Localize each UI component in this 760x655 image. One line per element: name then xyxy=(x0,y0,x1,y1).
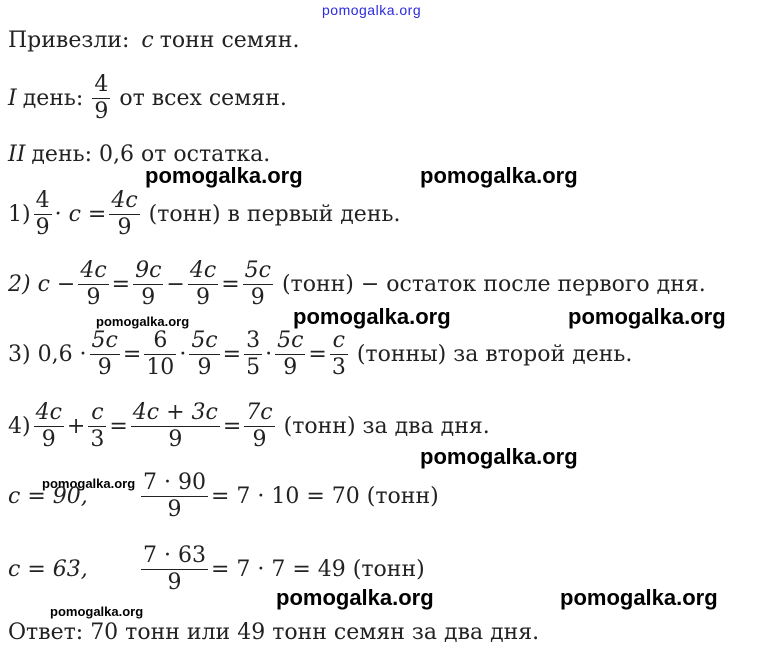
operator: = xyxy=(122,342,142,367)
given-day1 xyxy=(8,72,287,125)
operator: · xyxy=(265,342,273,367)
step-tail: (тонны) за второй день. xyxy=(356,342,633,367)
watermark: pomogalka.org xyxy=(96,314,190,329)
step-number: 3) 0,6 · xyxy=(8,342,87,367)
fraction: $\frac{4c}{9}$ xyxy=(80,258,107,310)
given-day2 xyxy=(8,142,270,167)
case-lhs: c = 90, xyxy=(8,484,88,509)
fraction: $\frac{c}{3}$ xyxy=(90,400,105,452)
fraction: $\frac{5c}{9}$ xyxy=(277,328,304,380)
step-2 xyxy=(8,258,706,311)
step-1 xyxy=(8,188,400,241)
step-number: 1) xyxy=(8,202,31,227)
answer xyxy=(8,620,539,645)
operator: · c = xyxy=(54,202,107,227)
watermark-top: pomogalka.org xyxy=(322,2,422,18)
step-tail: (тонн) − остаток после первого дня. xyxy=(281,272,706,297)
operator: = xyxy=(222,414,242,439)
fraction: $\frac{4c + 3c}{9}$ xyxy=(132,400,218,452)
step-number: 4) xyxy=(8,414,31,439)
brought-var: c xyxy=(141,28,154,53)
watermark: pomogalka.org xyxy=(560,585,718,610)
fraction: $\frac{4c}{9}$ xyxy=(111,188,138,240)
operator: · xyxy=(179,342,187,367)
day2-text: день: 0,6 от остатка. xyxy=(31,142,271,167)
brought-text: тонн семян. xyxy=(159,28,300,53)
watermark: pomogalka.org xyxy=(276,585,434,610)
day2-label: II xyxy=(8,142,26,167)
day1-text: день: xyxy=(22,86,84,111)
case-90 xyxy=(8,470,439,523)
watermark: pomogalka.org xyxy=(568,304,726,329)
step-tail: (тонн) за два дня. xyxy=(283,414,490,439)
operator: + xyxy=(66,414,86,439)
answer-text: Ответ: 70 тонн или 49 тонн семян за два дня. xyxy=(8,620,540,645)
operator: = xyxy=(109,414,128,439)
fraction: $\frac{3}{5}$ xyxy=(246,328,261,380)
day1-tail: от всех семян. xyxy=(119,86,287,111)
brought-label: Привезли: xyxy=(8,28,130,53)
operator: = xyxy=(308,342,327,367)
fraction: $\frac{7 \cdot 90}{9}$ xyxy=(143,470,206,522)
step-4 xyxy=(8,400,490,453)
day1-label: I xyxy=(8,86,17,111)
case-rhs: = 7 · 10 = 70 (тонн) xyxy=(210,484,439,509)
step-tail: (тонн) в первый день. xyxy=(148,202,401,227)
step-3 xyxy=(8,328,632,381)
fraction: $\frac{6}{10}$ xyxy=(146,328,175,380)
fraction: $\frac{7 \cdot 63}{9}$ xyxy=(143,543,206,595)
watermark: pomogalka.org xyxy=(420,444,578,469)
fraction: $\frac{4c}{9}$ xyxy=(189,258,217,310)
operator: = xyxy=(111,272,131,297)
step-number: 2) c − xyxy=(8,272,76,297)
fraction: $\frac{5c}{9}$ xyxy=(244,258,271,310)
fraction: $\frac{4}{9}$ xyxy=(35,188,50,240)
watermark: pomogalka.org xyxy=(293,304,451,329)
operator: = xyxy=(222,342,242,367)
operator: − xyxy=(166,272,185,297)
fraction: $\frac{9c}{9}$ xyxy=(135,258,162,310)
case-63 xyxy=(8,543,425,596)
watermark: pomogalka.org xyxy=(50,604,144,619)
day1-fraction: $\frac{4}{9}$ xyxy=(94,72,109,124)
watermark: pomogalka.org xyxy=(420,163,578,188)
fraction: $\frac{5c}{9}$ xyxy=(91,328,118,380)
given-brought xyxy=(8,28,299,53)
watermark: pomogalka.org xyxy=(145,163,303,188)
operator: = xyxy=(221,272,240,297)
case-lhs: c = 63, xyxy=(8,557,88,582)
case-rhs: = 7 · 7 = 49 (тонн) xyxy=(210,557,425,582)
watermark: pomogalka.org xyxy=(42,476,136,491)
fraction: $\frac{4c}{9}$ xyxy=(35,400,62,452)
fraction: $\frac{7c}{9}$ xyxy=(246,400,273,452)
fraction: $\frac{5c}{9}$ xyxy=(191,328,218,380)
fraction: $\frac{c}{3}$ xyxy=(331,328,346,380)
